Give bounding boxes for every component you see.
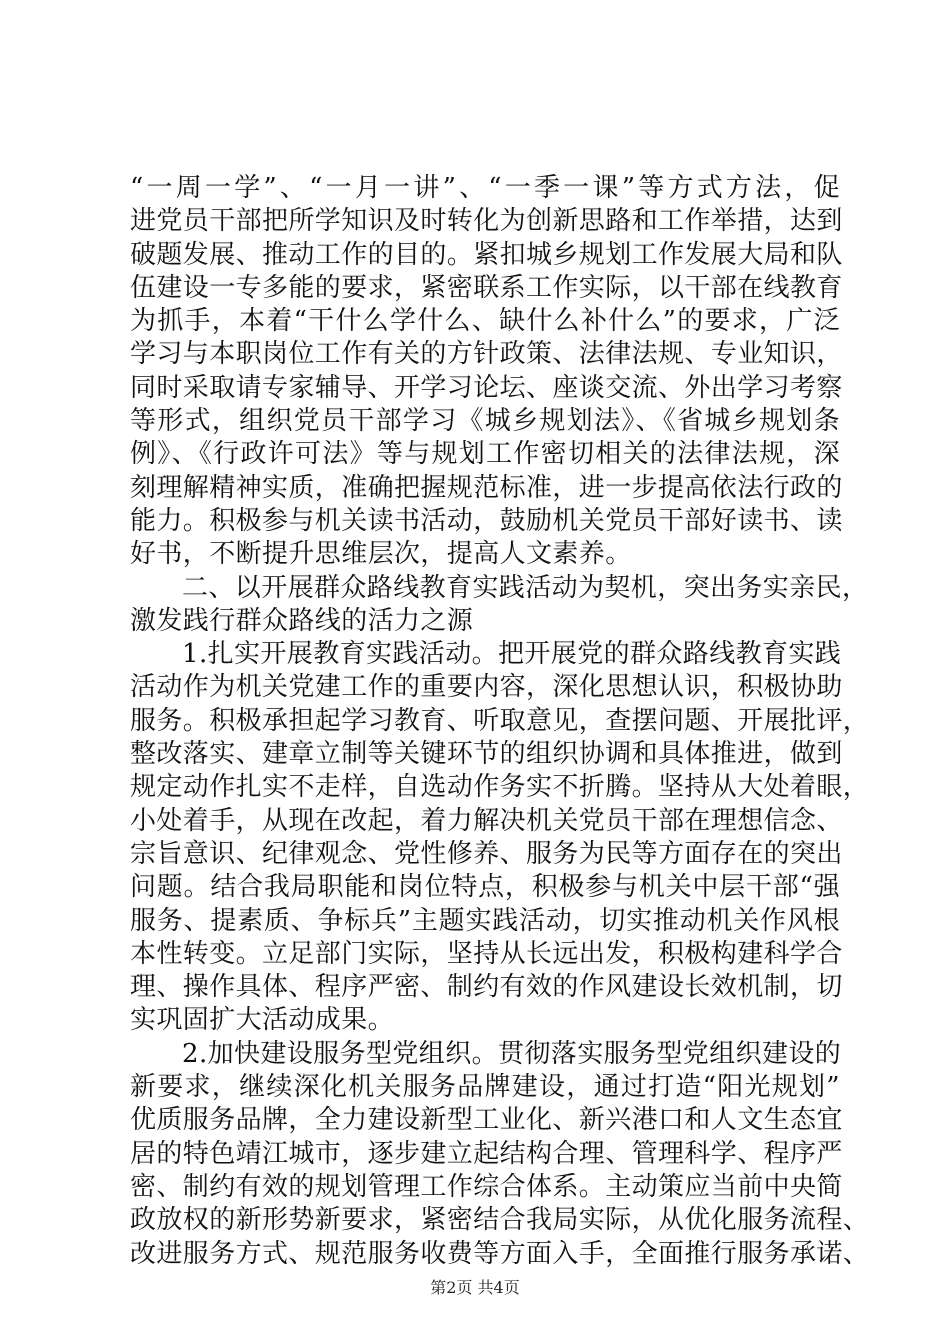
text-line: 改进服务方式、规范服务收费等方面入手，全面推行服务承诺、	[130, 1238, 870, 1269]
text-line: 规定动作扎实不走样，自选动作务实不折腾。坚持从大处着眼，	[130, 772, 870, 803]
text-line: 宗旨意识、纪律观念、党性修养、服务为民等方面存在的突出	[130, 838, 843, 869]
text-line: 政放权的新形势新要求，紧密结合我局实际，从优化服务流程、	[130, 1205, 870, 1236]
text-line: 新要求，继续深化机关服务品牌建设，通过打造“阳光规划”	[130, 1072, 840, 1103]
text-line: 整改落实、建章立制等关键环节的组织协调和具体推进，做到	[130, 739, 843, 770]
paragraph	[130, 572, 869, 639]
text-line: 实巩固扩大活动成果。	[130, 1005, 395, 1036]
text-line: 1.扎实开展教育实践活动。把开展党的群众路线教育实践	[182, 639, 842, 670]
text-line: 活动作为机关党建工作的重要内容，深化思想认识，积极协助	[130, 672, 843, 703]
text-line: 激发践行群众路线的活力之源	[130, 605, 474, 636]
text-line: 伍建设一专多能的要求，紧密联系工作实际，以干部在线教育	[130, 272, 843, 303]
text-line: 等形式，组织党员干部学习《城乡规划法》、《省城乡规划条	[130, 406, 840, 437]
text-line: 破题发展、推动工作的目的。紧扣城乡规划工作发展大局和队	[130, 239, 843, 270]
text-line: 进党员干部把所学知识及时转化为创新思路和工作举措，达到	[130, 206, 843, 237]
text-line: 居的特色靖江城市，逐步建立起结构合理、管理科学、程序严	[130, 1138, 843, 1169]
text-line: 优质服务品牌，全力建设新型工业化、新兴港口和人文生态宜	[130, 1105, 843, 1136]
text-line: 理、操作具体、程序严密、制约有效的作风建设长效机制，切	[130, 972, 843, 1003]
text-line: 服务。积极承担起学习教育、听取意见，查摆问题、开展批评，	[130, 705, 870, 736]
text-line: 学习与本职岗位工作有关的方针政策、法律法规、专业知识，	[130, 339, 843, 370]
text-line: 2.加快建设服务型党组织。贯彻落实服务型党组织建设的	[182, 1038, 842, 1069]
text-line: 例》、《行政许可法》等与规划工作密切相关的法律法规，深	[130, 439, 840, 470]
text-line: 小处着手，从现在改起，着力解决机关党员干部在理想信念、	[130, 805, 843, 836]
text-line: 能力。积极参与机关读书活动，鼓励机关党员干部好读书、读	[130, 505, 843, 536]
text-line: 问题。结合我局职能和岗位特点，积极参与机关中层干部“强	[130, 872, 840, 903]
paragraph	[130, 172, 843, 572]
document-body	[130, 172, 870, 1271]
text-line: 同时采取请专家辅导、开学习论坛、座谈交流、外出学习考察	[130, 372, 843, 403]
page-number-footer: 第2页 共4页	[430, 1278, 520, 1297]
text-line: 好书，不断提升思维层次，提高人文素养。	[130, 539, 632, 570]
text-line: “一周一学”、“一月一讲”、“一季一课”等方式方法，促	[130, 173, 840, 203]
text-line: 服务、提素质、争标兵”主题实践活动，切实推动机关作风根	[130, 905, 840, 936]
text-line: 为抓手，本着“干什么学什么、缺什么补什么”的要求，广泛	[130, 306, 840, 337]
text-line: 密、制约有效的规划管理工作综合体系。主动策应当前中央简	[130, 1171, 843, 1202]
text-line: 二、以开展群众路线教育实践活动为契机，突出务实亲民，	[182, 572, 869, 603]
paragraph	[130, 1038, 870, 1271]
text-line: 刻理解精神实质，准确把握规范标准，进一步提高依法行政的	[130, 472, 843, 503]
paragraph	[130, 638, 870, 1038]
text-line: 本性转变。立足部门实际，坚持从长远出发，积极构建科学合	[130, 938, 843, 969]
